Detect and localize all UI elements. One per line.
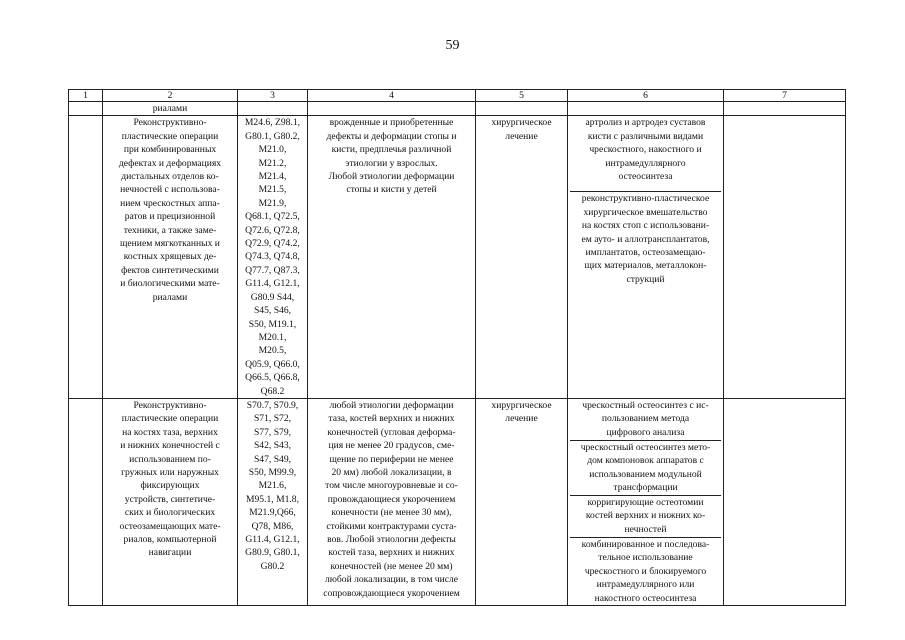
patient-model: любой этиологии деформации таза, костей верхних и нижних конечностей (угловая деформа- ция не менее 20 градусов, сме- щение по периферии не менее 20 мм) любой локализации, в том числе многоуровневые и со- провождающиеся укорочением конечности (не менее 30 мм), стойкими контрактурами суста- вов. Любой этиологии дефекты костей таза, верхних и нижних конечностей (не менее 20 мм) любой локализации, в том числе сопровождающиеся укорочением	[308, 398, 476, 605]
icd-codes: S70.7, S70.9, S71, S72, S77, S79, S42, S43, S47, S49, S50, M99.9, M21.6, M95.1, M1.8, M21.9,Q66, Q78, M86, G11.4, G12.1, G80.9, G80.1, G80.2	[238, 398, 308, 605]
table-row	[69, 398, 846, 605]
medical-procedures-table	[68, 89, 846, 606]
treatment-method: чрескостный остеосинтез мето- дом компоновок аппаратов с использованием модульной трансформации	[570, 441, 721, 496]
patient-model: врожденные и приобретенные дефекты и деформации стопы и кисти, предплечья различной этиологии у взрослых. Любой этиологии деформации стопы и кисти у детей	[308, 116, 476, 399]
treatment-method: реконструктивно-пластическое хирургическое вмешательство на костях стоп с использовани- ем ауто- и аллотрансплантатов, имплантатов, остеозамещаю- щих материалов, металлокон- струкций	[581, 193, 710, 285]
page-number: 59	[445, 38, 460, 53]
table-row	[69, 116, 846, 399]
treatment-method: комбинированное и последова- тельное использование чрескостного и блокируемого интрамедуллярного или накостного остеосинтеза	[581, 538, 710, 604]
column-header-2: 2	[103, 90, 238, 102]
cost-cell	[724, 398, 846, 605]
column-header-4: 4	[308, 90, 476, 102]
treatment-methods	[568, 116, 724, 399]
procedure-group-name: Реконструктивно- пластические операции на костях таза, верхних и нижних конечностей с использованием по- гружных или наружных фиксирующих устройств, синтетиче- ских и биологических остеозамещающих мате- риалов, компьютерной навигации	[103, 398, 238, 605]
treatment-methods	[568, 398, 724, 605]
continuation-row	[69, 102, 846, 116]
treatment-method: артролиз и артродез суставов кисти с различными видами чрескостного, накостного и интрамедуллярного остеосинтеза	[570, 116, 721, 192]
treatment-type: хирургическое лечение	[476, 398, 568, 605]
procedure-group-name: Реконструктивно- пластические операции при комбинированных дефектах и деформациях дистальных отделов ко- нечностей с использова- нием чрескостных аппа- ратов и прецизионной техники, а также заме- щением мягкотканных и костных хрящевых де- фектов синтетическими и биологическими мате- риалами	[103, 116, 238, 399]
column-header-1: 1	[69, 90, 103, 102]
cost-cell	[724, 116, 846, 399]
column-header-5: 5	[476, 90, 568, 102]
continuation-text: риалами	[103, 102, 238, 116]
column-header-3: 3	[238, 90, 308, 102]
treatment-method: чрескостный остеосинтез с ис- пользованием метода цифрового анализа	[570, 399, 721, 441]
icd-codes: M24.6, Z98.1, G80.1, G80.2, M21.0, M21.2, M21.4, M21.5, M21.9, Q68.1, Q72.5, Q72.6, Q72.8, Q72.9, Q74.2, Q74.3, Q74.8, Q77.7, Q87.3, G11.4, G12.1, G80.9 S44, S45, S46, S50, M19.1, M20.1, M20.5, Q05.9, Q66.0, Q66.5, Q66.8, Q68.2	[238, 116, 308, 399]
treatment-type: хирургическое лечение	[476, 116, 568, 399]
column-header-6: 6	[568, 90, 724, 102]
treatment-method: корригирующие остеотомии костей верхних и нижних ко- нечностей	[570, 496, 721, 538]
column-number-row	[69, 90, 846, 102]
column-header-7: 7	[724, 90, 846, 102]
